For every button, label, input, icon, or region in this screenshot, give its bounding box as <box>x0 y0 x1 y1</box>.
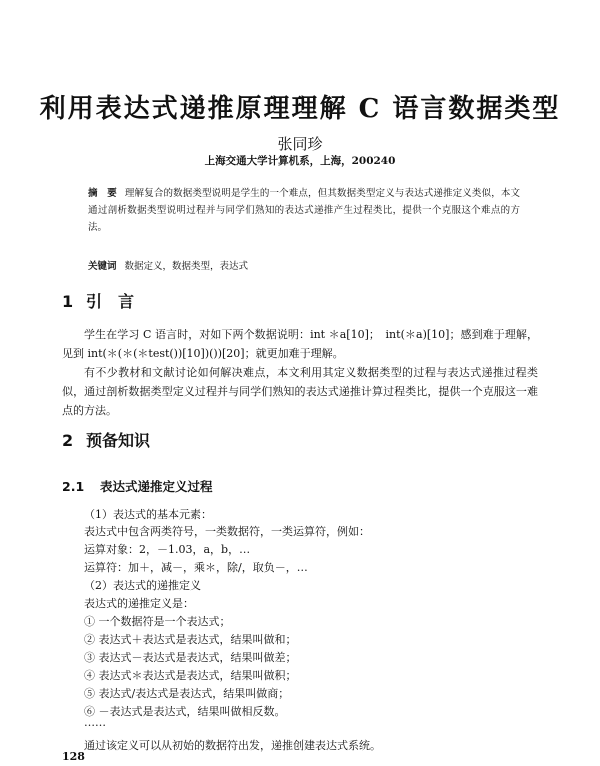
section-1-title: 引 言 <box>86 292 135 311</box>
author-name: 张同珍 <box>277 135 323 153</box>
body-line: 通过该定义可以从初始的数据符出发，递推创建表达式系统。 <box>84 739 381 752</box>
keywords <box>88 258 248 272</box>
section-2-heading <box>62 428 150 451</box>
subsection-2-1-heading <box>62 477 213 495</box>
section-2-number: 2 <box>62 431 74 450</box>
abstract <box>88 185 520 236</box>
body-line: 表达式中包含两类符号，一类数据符，一类运算符，例如： <box>84 525 370 538</box>
paper-title: 利用表达式递推原理理解 C 语言数据类型 <box>39 94 561 124</box>
affiliation: 上海交通大学计算机系，上海，200240 <box>204 155 396 167</box>
keywords-label: 关键词 <box>88 261 117 272</box>
body-line: ③ 表达式－表达式是表达式，结果叫做差； <box>84 651 297 664</box>
body-line: ① 一个数据符是一个表达式； <box>84 615 231 628</box>
body-line: （1）表达式的基本元素： <box>84 508 212 521</box>
abstract-text: 理解复合的数据类型说明是学生的一个难点，但其数据类型定义与表达式递推定义类似，本文通过剖析数据类型说明过程并与同学们熟知的表达式递推产生过程类比，提供一个克服这个难点的方法。 <box>88 188 520 233</box>
body-line: ⑥ －表达式是表达式，结果叫做相反数。 <box>84 705 286 718</box>
body-line: （2）表达式的递推定义 <box>84 579 201 592</box>
body-line: ④ 表达式＊表达式是表达式，结果叫做积； <box>84 669 297 682</box>
abstract-label: 摘 要 <box>88 188 117 199</box>
body-line: 运算对象：2，－1.03，a，b，… <box>84 543 251 556</box>
subsection-2-1-number: 2.1 <box>62 479 85 494</box>
section-1-heading <box>62 289 134 312</box>
keywords-text: 数据定义，数据类型，表达式 <box>124 261 249 272</box>
section-2-title: 预备知识 <box>86 431 151 450</box>
body-line: ② 表达式＋表达式是表达式，结果叫做和； <box>84 633 297 646</box>
body-line: 运算符：加＋，减－，乘＊，除/，取负－，… <box>84 561 308 574</box>
intro-paragraph-2: 有不少教材和文献讨论如何解决难点，本文利用其定义数据类型的过程与表达式递推过程类似，通过剖析数据类型定义过程并与同学们熟知的表达式递推计算过程类比，提供一个克服这一难点的方法。 <box>62 366 538 417</box>
page-number: 128 <box>62 750 85 763</box>
section-1-number: 1 <box>62 292 74 311</box>
intro-paragraph-1: 学生在学习 C 语言时，对如下两个数据说明：int ＊a[10]； int(＊a)[10]；感到难于理解，见到 int(＊(＊(＊test())[10])())[20]；就更加难于理解。 <box>62 328 538 360</box>
body-line: …… <box>84 716 106 729</box>
body-line: ⑤ 表达式/表达式是表达式，结果叫做商； <box>84 687 290 700</box>
body-line: 表达式的递推定义是： <box>84 597 194 610</box>
subsection-2-1-title: 表达式递推定义过程 <box>100 479 213 494</box>
